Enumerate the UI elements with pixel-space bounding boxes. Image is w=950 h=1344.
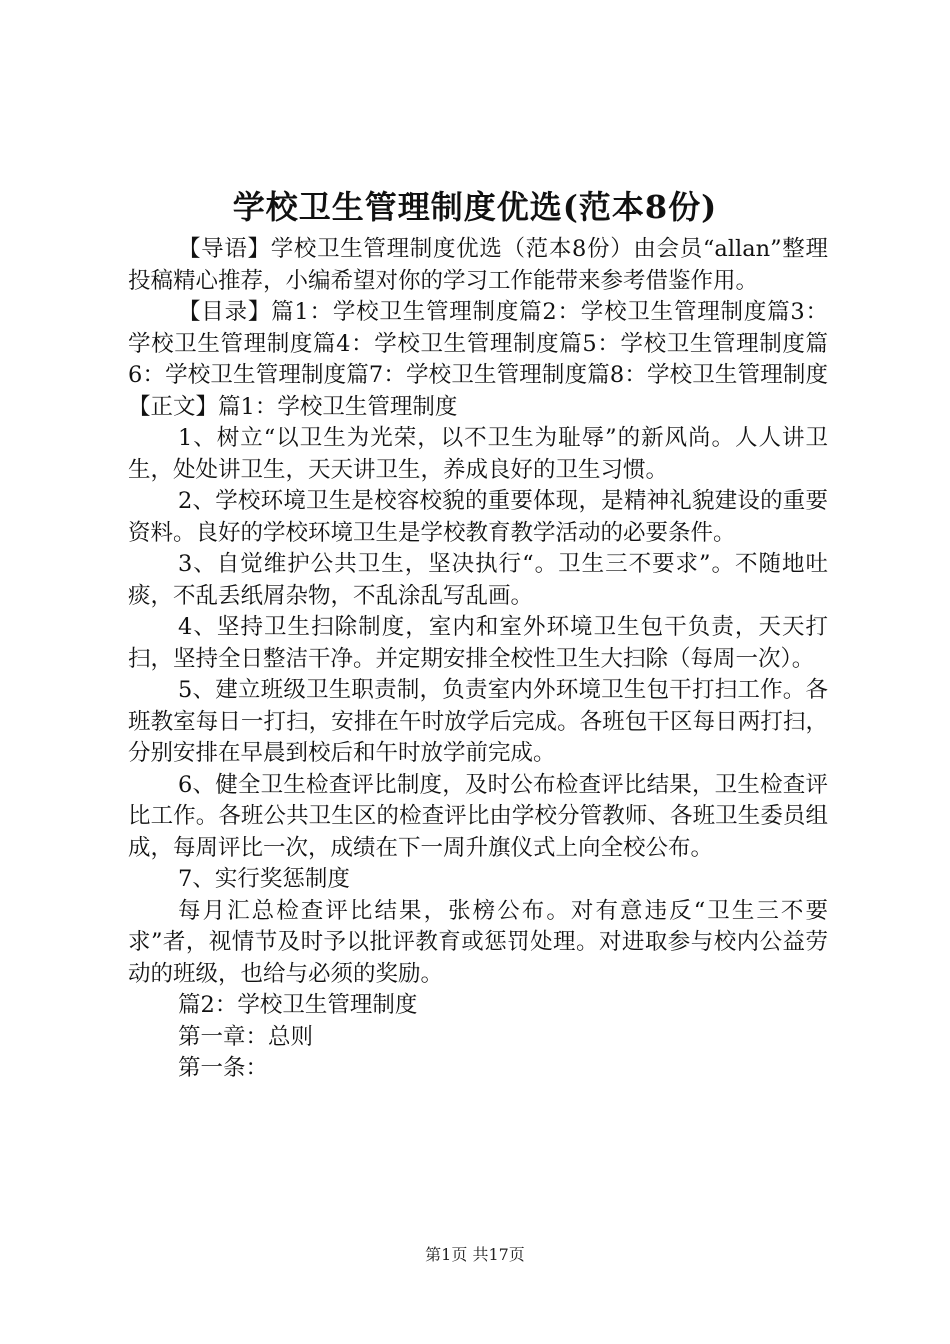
paragraph-reward-details: 每月汇总检查评比结果，张榜公布。对有意违反“卫生三不要求”者，视情节及时予以批评教育或惩罚处理。对进取参与校内公益劳动的班级，也给与必须的奖励。 [128, 897, 828, 987]
paragraph-item-5: 5、建立班级卫生职责制，负责室内外环境卫生包干打扫工作。各班教室每日一打扫，安排在午时放学后完成。各班包干区每日两打扫，分别安排在早晨到校后和午时放学前完成。 [128, 677, 828, 766]
chapter-heading-1: 第一章：总则 [178, 1023, 314, 1050]
page-footer: 第1页 共17页 [425, 1245, 525, 1264]
paragraph-item-7: 7、实行奖惩制度 [178, 866, 350, 892]
paragraph-contents: 【目录】篇1：学校卫生管理制度篇2：学校卫生管理制度篇3：学校卫生管理制度篇4：学校卫生管理制度篇5：学校卫生管理制度篇6：学校卫生管理制度篇7：学校卫生管理制度篇8：学校卫生管理制度【正文】篇1：学校卫生管理制度 [128, 299, 828, 420]
article-heading-1: 第一条： [178, 1055, 269, 1081]
paragraph-item-1: 1、树立“以卫生为光荣，以不卫生为耻辱”的新风尚。人人讲卫生，处处讲卫生，天天讲卫生，养成良好的卫生习惯。 [128, 425, 828, 483]
paragraph-item-3: 3、自觉维护公共卫生，坚决执行“。卫生三不要求”。不随地吐痰，不乱丢纸屑杂物，不乱涂乱写乱画。 [128, 551, 828, 609]
paragraph-intro: 【导语】学校卫生管理制度优选（范本8份）由会员“allan”整理投稿精心推荐，小编希望对你的学习工作能带来参考借鉴作用。 [128, 236, 828, 294]
paragraph-item-4: 4、坚持卫生扫除制度，室内和室外环境卫生包干负责，天天打扫，坚持全日整洁干净。并定期安排全校性卫生大扫除（每周一次）。 [128, 614, 828, 672]
document-title: 学校卫生管理制度优选(范本8份) [232, 188, 718, 226]
section-heading-2: 篇2：学校卫生管理制度 [178, 992, 418, 1018]
paragraph-item-2: 2、学校环境卫生是校容校貌的重要体现，是精神礼貌建设的重要资料。良好的学校环境卫生是学校教育教学活动的必要条件。 [128, 488, 828, 546]
paragraph-item-6: 6、健全卫生检查评比制度，及时公布检查评比结果，卫生检查评比工作。各班公共卫生区的检查评比由学校分管教师、各班卫生委员组成，每周评比一次，成绩在下一周升旗仪式上向全校公布。 [128, 771, 828, 861]
document-body [128, 234, 828, 1085]
